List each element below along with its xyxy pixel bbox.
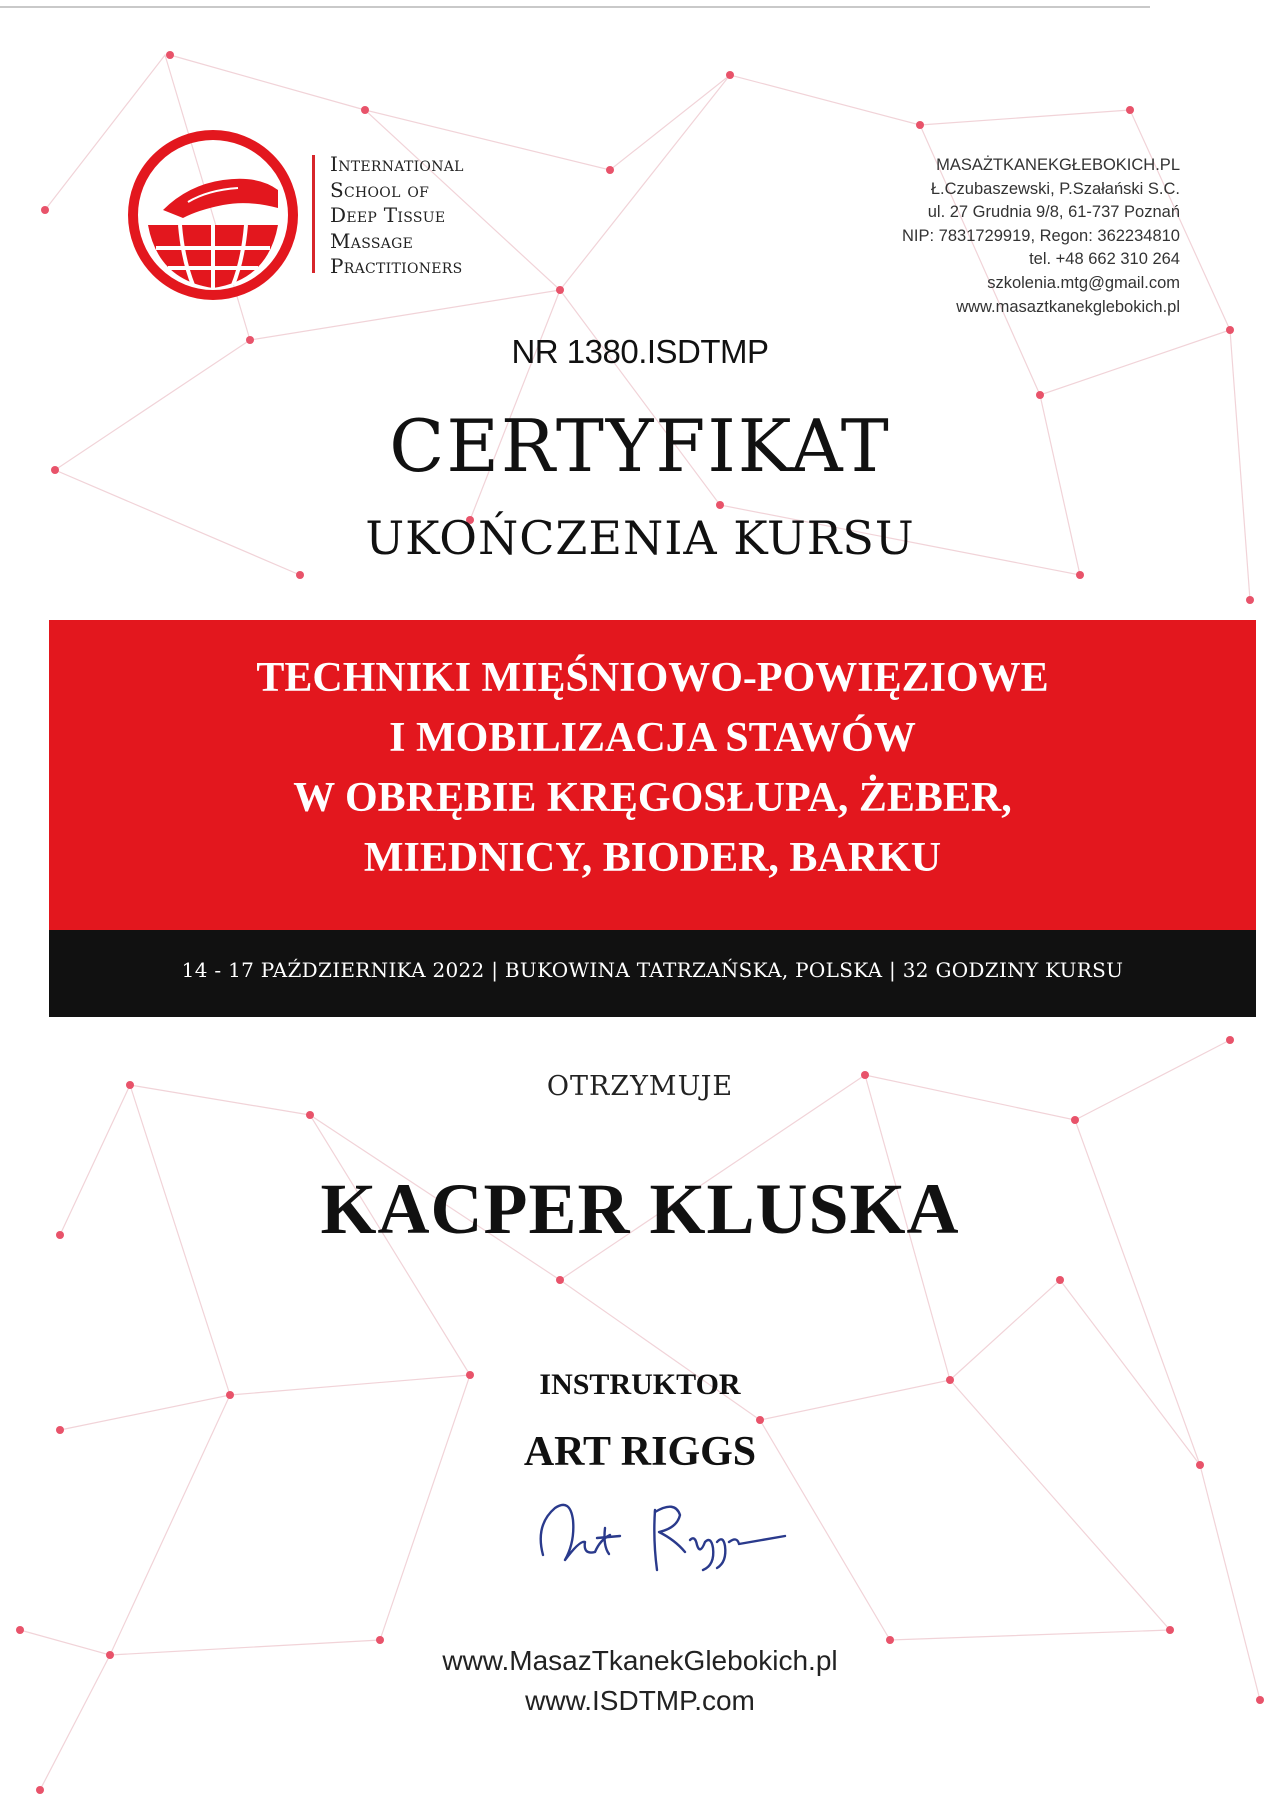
school-name-line-3: Deep Tissue [330, 203, 446, 227]
certificate-number: NR 1380.ISDTMP [511, 333, 769, 370]
top-edge-rule [0, 6, 1150, 8]
course-info-text: 14 - 17 PAŹDZIERNIKA 2022 | BUKOWINA TATRZAŃSKA, POLSKA | 32 GODZINY KURSU [181, 958, 1124, 982]
course-title-line-3: W OBRĘBIE KRĘGOSŁUPA, ŻEBER, [293, 775, 1012, 821]
instructor-name: ART RIGGS [523, 1429, 757, 1475]
course-title-line-4: MIEDNICY, BIODER, BARKU [363, 835, 942, 881]
school-name [330, 152, 464, 280]
contact-phone: tel. +48 662 310 264 [1029, 250, 1180, 269]
school-name-line-4: Massage [330, 228, 414, 253]
contact-site-caps: MASAŻTKANEKGŁEBOKICH.PL [936, 156, 1180, 174]
school-name-line-5: Practitioners [330, 254, 463, 278]
school-name-line-2: School of [330, 177, 430, 202]
logo-divider [312, 155, 315, 273]
recipient-name: KACPER KLUSKA [320, 1169, 960, 1249]
course-title [49, 648, 1256, 888]
footer-website-1: www.MasazTkanekGlebokich.pl [442, 1645, 838, 1676]
receives-label: OTRZYMUJE [546, 1071, 734, 1102]
footer-website-2: www.ISDTMP.com [525, 1685, 755, 1716]
course-info-bar [49, 930, 1256, 1017]
instructor-label: INSTRUKTOR [539, 1368, 741, 1401]
contact-address: ul. 27 Grudnia 9/8, 61-737 Poznań [927, 203, 1180, 222]
contact-email: szkolenia.mtg@gmail.com [987, 273, 1180, 292]
certificate-title: CERTYFIKAT [389, 404, 891, 488]
course-title-line-1: TECHNIKI MIĘŚNIOWO-POWIĘZIOWE [256, 655, 1049, 701]
instructor-signature-icon [525, 1480, 805, 1575]
course-title-band [49, 620, 1256, 930]
contact-company: Ł.Czubaszewski, P.Szałański S.C. [930, 179, 1180, 198]
certificate-subtitle: UKOŃCZENIA KURSU [365, 511, 915, 565]
contact-website: www.masaztkanekglebokich.pl [956, 297, 1180, 316]
school-name-line-1: International [330, 152, 464, 176]
contact-tax-ids: NIP: 7831729919, Regon: 362234810 [902, 226, 1180, 245]
globe-hand-logo-icon [128, 130, 298, 300]
course-title-line-2: I MOBILIZACJA STAWÓW [389, 715, 916, 761]
contact-block [902, 154, 1180, 319]
